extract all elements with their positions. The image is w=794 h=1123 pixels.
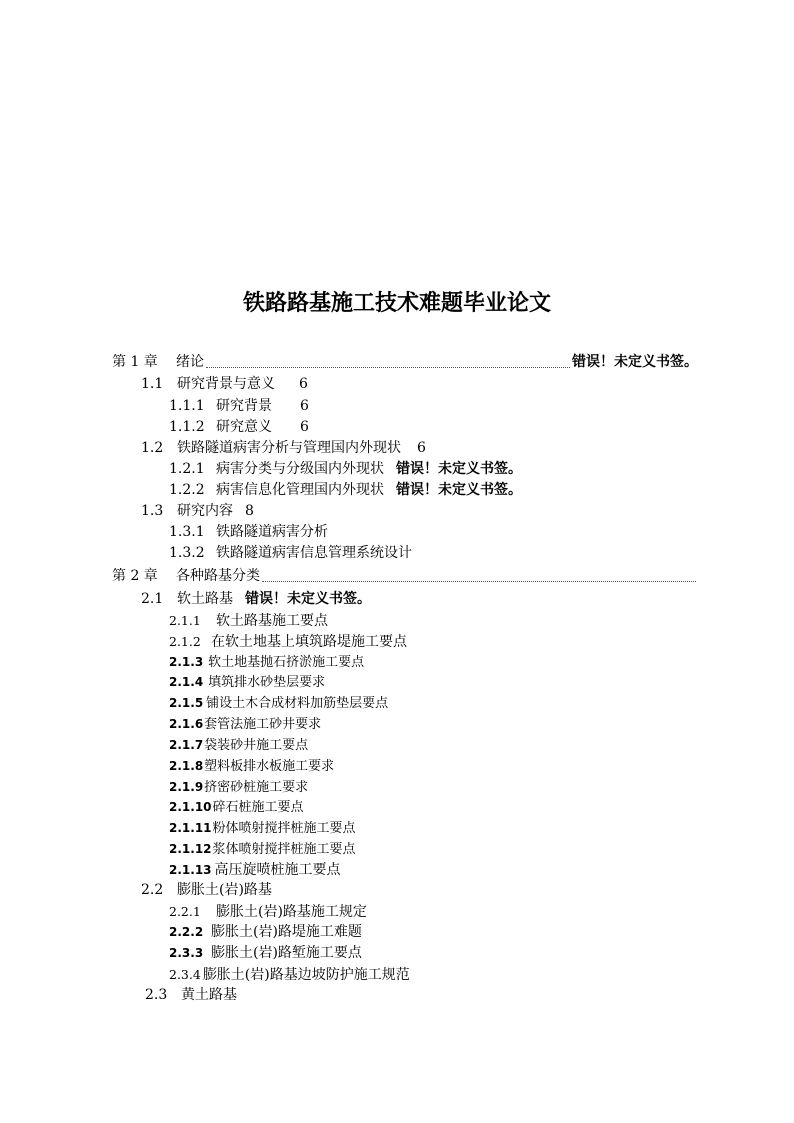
toc-label: 高压旋喷桩施工要点 [214,862,341,878]
toc-number: 2.1.3 [169,655,204,669]
toc-leader [206,366,570,368]
toc-entry-1-3[interactable] [141,501,254,522]
toc-page-error: 错误！未定义书签。 [245,591,371,607]
toc-entry-1-2[interactable] [141,438,426,459]
toc-entry-2-2-2[interactable] [169,922,362,943]
toc-number: 2.3.3 [169,946,204,960]
toc-entry-2-1-6[interactable] [169,714,321,735]
toc-entry-2-1-8[interactable] [169,756,334,777]
toc-entry-1-1-2[interactable] [169,417,309,438]
toc-label: 塑料板排水板施工要求 [204,759,335,774]
toc-entry-2-3-3[interactable] [169,943,362,964]
toc-number: 第 2 章 [112,568,158,584]
toc-number: 2.2 [141,882,164,898]
toc-number: 1.1.2 [169,419,205,435]
toc-entry-2-1-11[interactable] [169,818,356,839]
toc-entry-1-3-2[interactable] [169,543,412,564]
toc-page: 6 [300,419,309,435]
toc-label: 粉体喷射搅拌桩施工要点 [212,821,356,836]
toc-label: 膨胀土(岩)路堤施工难题 [211,924,362,940]
toc-number: 1.2.1 [169,461,205,477]
toc-label: 膨胀土(岩)路基施工规定 [216,904,367,920]
toc-label: 病害信息化管理国内外现状 [216,482,384,498]
toc-number: 2.1.10 [169,800,212,814]
toc-number: 1.1 [141,376,164,392]
toc-page-error: 错误！未定义书签。 [572,354,698,370]
toc-entry-2-1-12[interactable] [169,839,356,860]
toc-label: 软土路基施工要点 [216,613,328,629]
toc-entry-2-2-1[interactable] [169,901,367,922]
toc-label: 病害分类与分级国内外现状 [216,461,384,477]
toc-label: 在软土地基上填筑路堤施工要点 [211,634,407,650]
toc-label: 研究背景与意义 [177,376,275,392]
toc-number: 1.2 [141,440,164,456]
toc-entry-2-1-4[interactable] [169,672,325,693]
toc-page-error: 错误！未定义书签。 [396,461,522,477]
toc-entry-2-3[interactable] [145,985,237,1006]
toc-entry-1-1-1[interactable] [169,396,309,417]
toc-entry-1-3-1[interactable] [169,522,328,543]
toc-number: 第 1 章 [112,354,158,370]
toc-number: 2.1.9 [169,780,204,794]
toc-label: 膨胀土(岩)路堑施工要点 [211,945,362,961]
toc-number: 2.1.1 [169,613,201,628]
toc-entry-2-3-4[interactable] [169,964,410,985]
toc-number: 2.1 [141,591,164,607]
toc-entry-2-1-1[interactable] [169,610,328,631]
toc-number: 2.1.2 [169,634,201,649]
toc-number: 2.1.11 [169,821,212,835]
toc-leader [262,580,696,582]
toc-number: 1.2.2 [169,482,205,498]
toc-label: 软土地基抛石挤淤施工要点 [208,655,365,670]
toc-number: 1.3.2 [169,545,205,561]
toc-page: 6 [299,376,308,392]
toc-label: 研究内容 [177,503,233,519]
toc-label: 黄土路基 [181,987,237,1003]
toc-entry-2-1-7[interactable] [169,735,308,756]
toc-entry-chapter-1[interactable] [112,352,698,373]
toc-entry-2-1-5[interactable] [169,693,388,714]
toc-label: 膨胀土(岩)路基 [177,882,272,898]
toc-label: 套管法施工砂井要求 [204,717,322,732]
toc-number: 2.1.7 [169,738,204,752]
toc-page: 8 [245,503,254,519]
toc-number: 2.1.8 [169,759,204,773]
toc-number: 1.1.1 [169,398,205,414]
toc-number: 2.1.5 [169,696,204,710]
document-title: 铁路路基施工技术难题毕业论文 [242,291,551,316]
toc-entry-1-2-1[interactable] [169,459,522,480]
toc-page: 6 [300,398,309,414]
toc-label: 膨胀土(岩)路基边坡防护施工规范 [202,967,410,983]
toc-number: 2.2.2 [169,925,204,939]
toc-number: 2.1.13 [169,863,212,877]
toc-number: 1.3.1 [169,524,205,540]
toc-number: 1.3 [141,503,164,519]
toc-page-error: 错误！未定义书签。 [396,482,522,498]
toc-entry-2-1-9[interactable] [169,777,308,798]
toc-label: 各种路基分类 [176,568,260,584]
toc-label: 填筑排水砂垫层要求 [208,675,326,690]
toc-entry-1-2-2[interactable] [169,480,522,501]
toc-label: 袋装砂井施工要点 [204,738,309,753]
toc-entry-chapter-2[interactable] [112,566,698,587]
toc-entry-2-1[interactable] [141,589,371,610]
toc-entry-2-1-13[interactable] [169,860,341,881]
toc-number: 2.3.4 [169,967,201,982]
toc-label: 浆体喷射搅拌桩施工要点 [212,842,356,857]
toc-number: 2.1.4 [169,675,204,689]
toc-label: 绪论 [176,354,204,370]
toc-number: 2.1.12 [169,842,212,856]
toc-number: 2.2.1 [169,904,201,919]
toc-entry-2-1-10[interactable] [169,797,304,818]
toc-label: 软土路基 [177,591,233,607]
toc-entry-2-1-3[interactable] [169,652,364,673]
toc-page: 6 [417,440,426,456]
toc-entry-1-1[interactable] [141,374,308,395]
toc-number: 2.3 [145,987,168,1003]
toc-label: 铁路隧道病害分析与管理国内外现状 [177,440,401,456]
toc-number: 2.1.6 [169,717,204,731]
toc-label: 挤密砂桩施工要求 [204,780,309,795]
toc-entry-2-2[interactable] [141,880,272,901]
toc-label: 碎石桩施工要点 [212,800,304,815]
toc-label: 铺设土木合成材料加筋垫层要点 [206,696,389,711]
toc-label: 研究意义 [216,419,272,435]
toc-label: 铁路隧道病害分析 [216,524,328,540]
toc-label: 铁路隧道病害信息管理系统设计 [216,545,412,561]
toc-entry-2-1-2[interactable] [169,631,407,652]
toc-label: 研究背景 [216,398,272,414]
